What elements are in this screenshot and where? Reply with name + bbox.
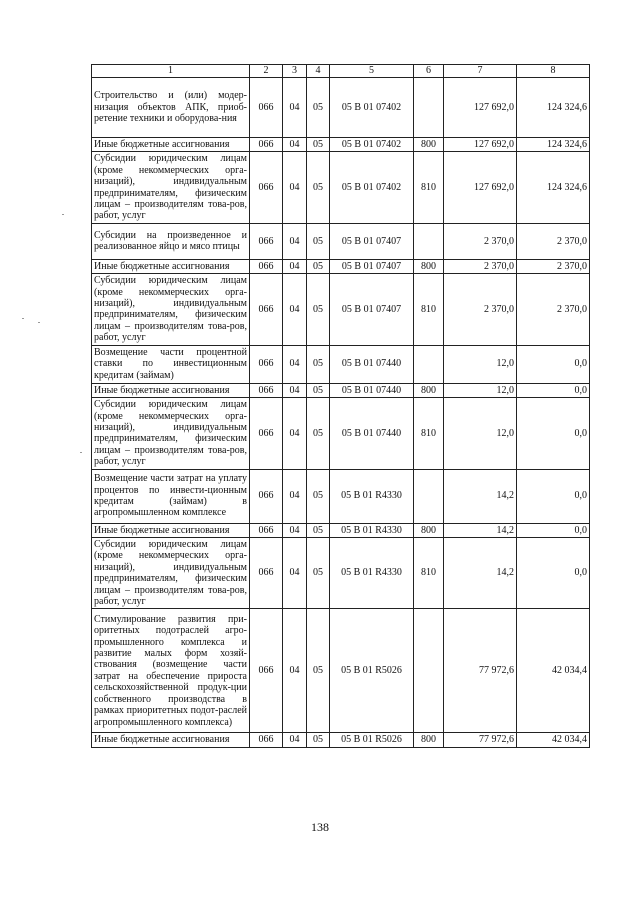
- row-section-cell: 04: [283, 345, 307, 383]
- row-expense-type-cell: 810: [414, 398, 444, 469]
- row-amount-1-cell: 127 692,0: [444, 138, 517, 152]
- row-amount-2-cell: 124 324,6: [517, 152, 590, 223]
- table-row: [92, 383, 590, 397]
- row-amount-2-cell: 0,0: [517, 383, 590, 397]
- row-target-article-cell: 05 В 01 07407: [330, 259, 414, 273]
- row-amount-1-cell: 12,0: [444, 383, 517, 397]
- table-row: [92, 152, 590, 223]
- row-name-cell: Возмещение части процентной ставки по инвестиционным кредитам (займам): [92, 345, 250, 383]
- row-name-cell: Иные бюджетные ассигнования: [92, 733, 250, 747]
- row-section-cell: 04: [283, 259, 307, 273]
- row-amount-1-cell: 2 370,0: [444, 274, 517, 345]
- row-target-article-cell: 05 В 01 R5026: [330, 609, 414, 733]
- row-amount-1-cell: 12,0: [444, 345, 517, 383]
- row-name-cell: Иные бюджетные ассигнования: [92, 138, 250, 152]
- row-amount-2-cell: 0,0: [517, 523, 590, 537]
- table-row: [92, 138, 590, 152]
- row-section-cell: 04: [283, 152, 307, 223]
- row-expense-type-cell: [414, 78, 444, 138]
- row-name-cell: Иные бюджетные ассигнования: [92, 383, 250, 397]
- header-col-7: 7: [444, 65, 517, 78]
- row-name-cell: Иные бюджетные ассигнования: [92, 259, 250, 273]
- table-row: [92, 274, 590, 345]
- row-subsection-cell: 05: [307, 259, 330, 273]
- row-grbs-cell: 066: [250, 345, 283, 383]
- row-name-cell: Субсидии юридическим лицам (кроме некоммерческих орга-низаций), индивидуальным предпринимателям, физическим лицам – производителям това-ров, работ, услуг: [92, 398, 250, 469]
- row-section-cell: 04: [283, 469, 307, 523]
- row-grbs-cell: 066: [250, 274, 283, 345]
- row-grbs-cell: 066: [250, 78, 283, 138]
- row-subsection-cell: 05: [307, 469, 330, 523]
- row-grbs-cell: 066: [250, 259, 283, 273]
- row-name-cell: Субсидии на произведенное и реализованное яйцо и мясо птицы: [92, 223, 250, 259]
- row-section-cell: 04: [283, 733, 307, 747]
- row-amount-2-cell: 0,0: [517, 537, 590, 608]
- row-amount-2-cell: 42 034,4: [517, 609, 590, 733]
- header-col-4: 4: [307, 65, 330, 78]
- row-grbs-cell: 066: [250, 609, 283, 733]
- row-amount-1-cell: 77 972,6: [444, 733, 517, 747]
- row-grbs-cell: 066: [250, 398, 283, 469]
- row-section-cell: 04: [283, 223, 307, 259]
- row-amount-2-cell: 2 370,0: [517, 223, 590, 259]
- row-subsection-cell: 05: [307, 78, 330, 138]
- scan-speck: [80, 452, 82, 453]
- table-row: [92, 537, 590, 608]
- row-subsection-cell: 05: [307, 152, 330, 223]
- row-expense-type-cell: 800: [414, 138, 444, 152]
- row-target-article-cell: 05 В 01 R4330: [330, 523, 414, 537]
- row-amount-2-cell: 124 324,6: [517, 138, 590, 152]
- row-amount-1-cell: 2 370,0: [444, 259, 517, 273]
- row-grbs-cell: 066: [250, 152, 283, 223]
- row-target-article-cell: 05 В 01 07407: [330, 274, 414, 345]
- row-grbs-cell: 066: [250, 523, 283, 537]
- row-name-cell: Субсидии юридическим лицам (кроме некоммерческих орга-низаций), индивидуальным предпринимателям, физическим лицам – производителям това-ров, работ, услуг: [92, 152, 250, 223]
- row-grbs-cell: 066: [250, 383, 283, 397]
- row-subsection-cell: 05: [307, 537, 330, 608]
- row-subsection-cell: 05: [307, 345, 330, 383]
- page-number: 138: [311, 820, 329, 834]
- row-expense-type-cell: 800: [414, 383, 444, 397]
- row-subsection-cell: 05: [307, 383, 330, 397]
- row-subsection-cell: 05: [307, 223, 330, 259]
- row-name-cell: Возмещение части затрат на уплату процентов по инвести-ционным кредитам (займам) в агропромышленном комплексе: [92, 469, 250, 523]
- row-target-article-cell: 05 В 01 07440: [330, 398, 414, 469]
- row-amount-2-cell: 0,0: [517, 345, 590, 383]
- row-target-article-cell: 05 В 01 R5026: [330, 733, 414, 747]
- row-grbs-cell: 066: [250, 733, 283, 747]
- row-amount-1-cell: 14,2: [444, 537, 517, 608]
- row-subsection-cell: 05: [307, 398, 330, 469]
- row-amount-1-cell: 14,2: [444, 523, 517, 537]
- row-name-cell: Субсидии юридическим лицам (кроме некоммерческих орга-низаций), индивидуальным предпринимателям, физическим лицам – производителям това-ров, работ, услуг: [92, 537, 250, 608]
- header-col-6: 6: [414, 65, 444, 78]
- row-expense-type-cell: [414, 345, 444, 383]
- row-target-article-cell: 05 В 01 R4330: [330, 469, 414, 523]
- row-grbs-cell: 066: [250, 138, 283, 152]
- row-grbs-cell: 066: [250, 469, 283, 523]
- table-row: [92, 733, 590, 747]
- header-col-5: 5: [330, 65, 414, 78]
- row-amount-2-cell: 2 370,0: [517, 259, 590, 273]
- row-grbs-cell: 066: [250, 537, 283, 608]
- row-target-article-cell: 05 В 01 07402: [330, 78, 414, 138]
- row-amount-2-cell: 124 324,6: [517, 78, 590, 138]
- row-amount-2-cell: 0,0: [517, 469, 590, 523]
- row-expense-type-cell: 800: [414, 733, 444, 747]
- row-subsection-cell: 05: [307, 609, 330, 733]
- scan-speck: [62, 214, 64, 215]
- row-section-cell: 04: [283, 78, 307, 138]
- row-amount-2-cell: 0,0: [517, 398, 590, 469]
- table-row: [92, 223, 590, 259]
- table-row: [92, 78, 590, 138]
- row-section-cell: 04: [283, 274, 307, 345]
- row-expense-type-cell: 800: [414, 523, 444, 537]
- row-section-cell: 04: [283, 398, 307, 469]
- row-subsection-cell: 05: [307, 274, 330, 345]
- row-target-article-cell: 05 В 01 07402: [330, 138, 414, 152]
- table-header-row: [92, 65, 590, 78]
- header-col-2: 2: [250, 65, 283, 78]
- row-name-cell: Строительство и (или) модер-низация объектов АПК, приоб-ретение техники и оборудова-ния: [92, 78, 250, 138]
- scan-speck: [38, 322, 40, 323]
- row-name-cell: Иные бюджетные ассигнования: [92, 523, 250, 537]
- row-target-article-cell: 05 В 01 07407: [330, 223, 414, 259]
- row-grbs-cell: 066: [250, 223, 283, 259]
- row-target-article-cell: 05 В 01 07402: [330, 152, 414, 223]
- table-row: [92, 469, 590, 523]
- row-expense-type-cell: 810: [414, 274, 444, 345]
- row-section-cell: 04: [283, 523, 307, 537]
- row-subsection-cell: 05: [307, 523, 330, 537]
- row-expense-type-cell: [414, 223, 444, 259]
- table-row: [92, 345, 590, 383]
- row-section-cell: 04: [283, 138, 307, 152]
- row-amount-1-cell: 2 370,0: [444, 223, 517, 259]
- row-subsection-cell: 05: [307, 733, 330, 747]
- row-expense-type-cell: [414, 609, 444, 733]
- row-expense-type-cell: 800: [414, 259, 444, 273]
- row-amount-1-cell: 127 692,0: [444, 78, 517, 138]
- row-expense-type-cell: 810: [414, 537, 444, 608]
- row-amount-1-cell: 127 692,0: [444, 152, 517, 223]
- row-amount-1-cell: 14,2: [444, 469, 517, 523]
- row-subsection-cell: 05: [307, 138, 330, 152]
- header-col-8: 8: [517, 65, 590, 78]
- table-row: [92, 523, 590, 537]
- scan-speck: [22, 318, 24, 319]
- row-name-cell: Субсидии юридическим лицам (кроме некоммерческих орга-низаций), индивидуальным предпринимателям, физическим лицам – производителям това-ров, работ, услуг: [92, 274, 250, 345]
- row-section-cell: 04: [283, 383, 307, 397]
- row-amount-1-cell: 12,0: [444, 398, 517, 469]
- row-expense-type-cell: [414, 469, 444, 523]
- row-name-cell: Стимулирование развития при-оритетных подотраслей агро-промышленного комплекса и развитие малых форм хозяй-ствования (возмещение части затрат на обеспечение прироста сельскохозяйственной продук-ции собственного производства в рамках приоритетных подот-раслей агропромышленного комплекса): [92, 609, 250, 733]
- table-row: [92, 398, 590, 469]
- row-target-article-cell: 05 В 01 07440: [330, 383, 414, 397]
- row-section-cell: 04: [283, 609, 307, 733]
- header-col-1: 1: [92, 65, 250, 78]
- header-col-3: 3: [283, 65, 307, 78]
- row-target-article-cell: 05 В 01 07440: [330, 345, 414, 383]
- row-amount-2-cell: 42 034,4: [517, 733, 590, 747]
- row-amount-1-cell: 77 972,6: [444, 609, 517, 733]
- row-target-article-cell: 05 В 01 R4330: [330, 537, 414, 608]
- row-section-cell: 04: [283, 537, 307, 608]
- table-row: [92, 609, 590, 733]
- budget-table: [91, 64, 590, 748]
- table-row: [92, 259, 590, 273]
- row-expense-type-cell: 810: [414, 152, 444, 223]
- row-amount-2-cell: 2 370,0: [517, 274, 590, 345]
